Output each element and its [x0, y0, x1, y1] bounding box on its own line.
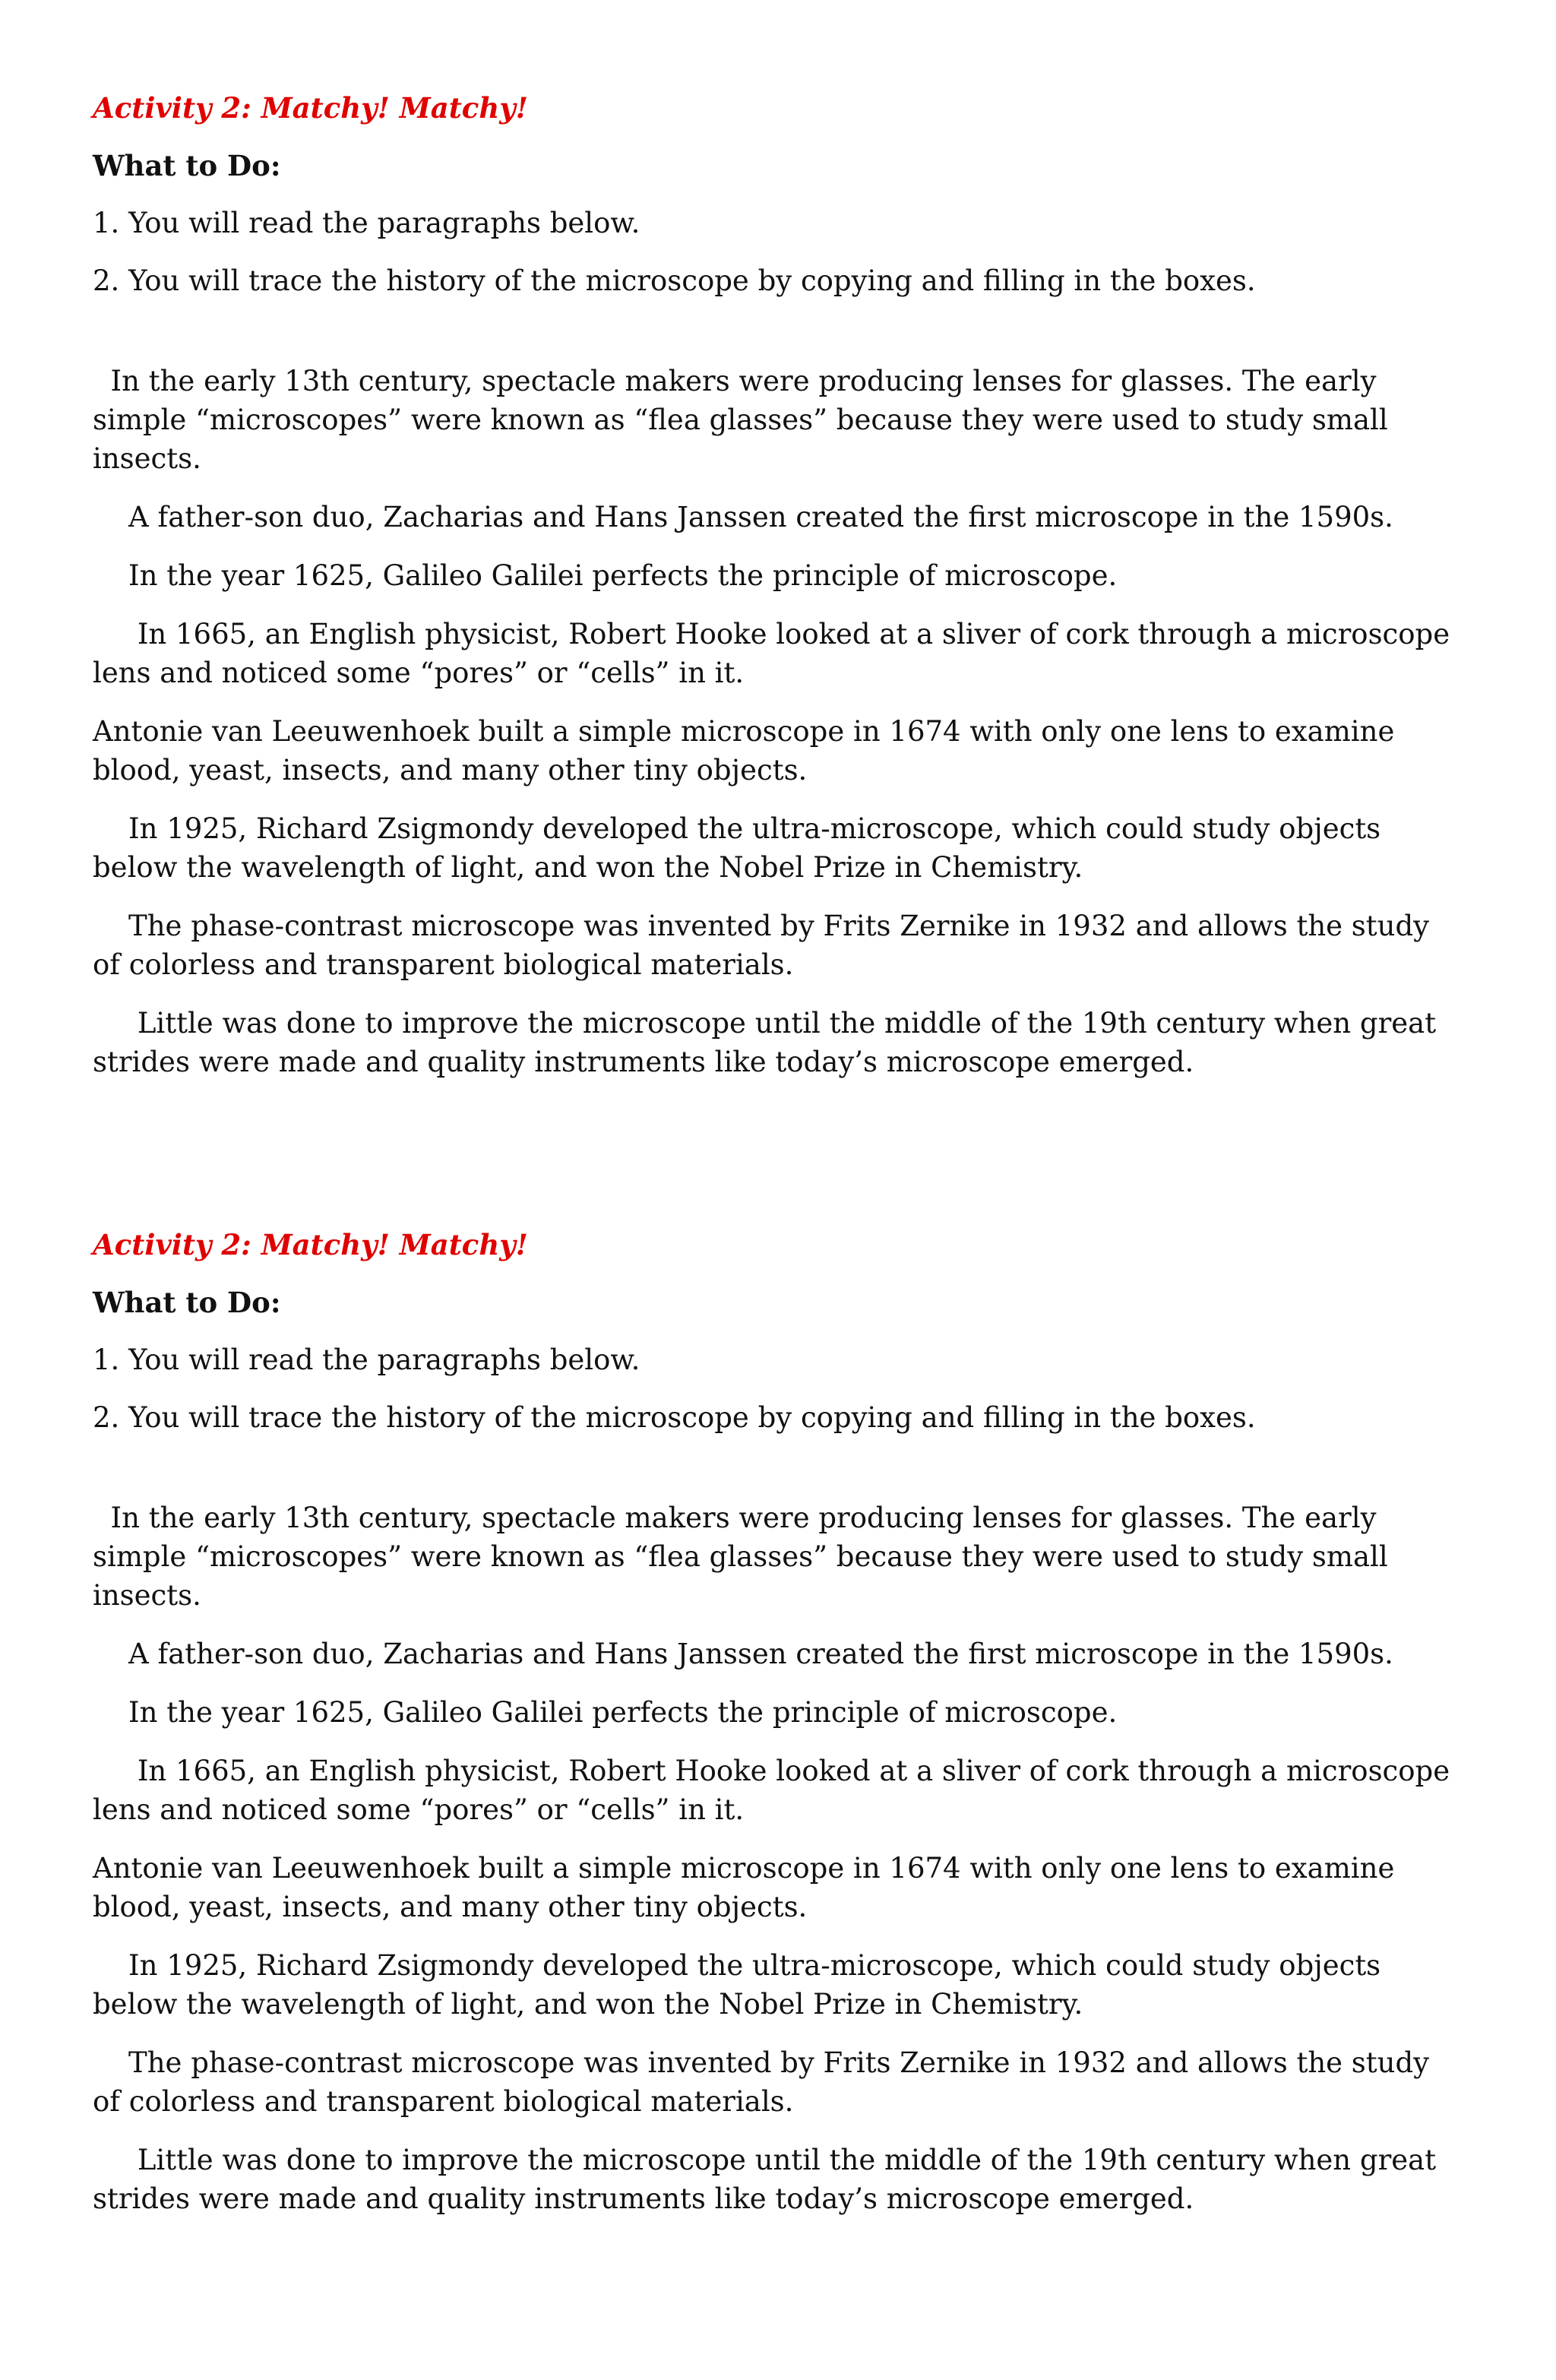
- what-to-do-heading: What to Do:: [93, 1286, 281, 1319]
- history-paragraph: In the year 1625, Galileo Galilei perfects the principle of microscope.: [93, 559, 1118, 592]
- history-paragraph: Antonie van Leeuwenhoek built a simple microscope in 1674 with only one lens to examine blood, yeast, insects, and many other tiny objects.: [93, 715, 1404, 786]
- instruction-item: 2. You will trace the history of the microscope by copying and filling in the boxes.: [93, 1401, 1256, 1434]
- history-paragraph: The phase-contrast microscope was invented by Frits Zernike in 1932 and allows the study of colorless and transparent biological materials.: [93, 2046, 1438, 2118]
- activity-title: Activity 2: Matchy! Matchy!: [93, 91, 528, 125]
- history-paragraph: In 1665, an English physicist, Robert Hooke looked at a sliver of cork through a microscope lens and noticed some “pores” or “cells” in it.: [93, 618, 1459, 689]
- history-paragraphs: [93, 362, 1460, 1081]
- history-paragraph: In the year 1625, Galileo Galilei perfects the principle of microscope.: [93, 1696, 1118, 1729]
- what-to-do-heading: What to Do:: [93, 149, 281, 182]
- history-paragraph: The phase-contrast microscope was invented by Frits Zernike in 1932 and allows the study of colorless and transparent biological materials.: [93, 910, 1438, 981]
- history-paragraph: In the early 13th century, spectacle makers were producing lenses for glasses. The early simple “microscopes” were known as “flea glasses” because they were used to study small insects.: [93, 365, 1397, 475]
- history-paragraph: In the early 13th century, spectacle makers were producing lenses for glasses. The early simple “microscopes” were known as “flea glasses” because they were used to study small insects.: [93, 1502, 1397, 1612]
- history-paragraph: In 1665, an English physicist, Robert Hooke looked at a sliver of cork through a microscope lens and noticed some “pores” or “cells” in it.: [93, 1755, 1459, 1826]
- history-paragraph: Little was done to improve the microscope until the middle of the 19th century when great strides were made and quality instruments like today’s microscope emerged.: [93, 2144, 1445, 2215]
- history-paragraph: In 1925, Richard Zsigmondy developed the ultra-microscope, which could study objects below the wavelength of light, and won the Nobel Prize in Chemistry.: [93, 1949, 1390, 2021]
- history-paragraph: In 1925, Richard Zsigmondy developed the ultra-microscope, which could study objects below the wavelength of light, and won the Nobel Prize in Chemistry.: [93, 812, 1390, 884]
- history-paragraphs: [93, 1499, 1460, 2218]
- history-paragraph: A father-son duo, Zacharias and Hans Janssen created the first microscope in the 1590s.: [93, 501, 1393, 533]
- activity-section: [93, 90, 1460, 1101]
- instruction-item: 1. You will read the paragraphs below.: [93, 207, 640, 239]
- instruction-item: 2. You will trace the history of the microscope by copying and filling in the boxes.: [93, 264, 1256, 297]
- activity-title: Activity 2: Matchy! Matchy!: [93, 1228, 528, 1261]
- history-paragraph: A father-son duo, Zacharias and Hans Janssen created the first microscope in the 1590s.: [93, 1638, 1393, 1670]
- history-paragraph: Little was done to improve the microscope until the middle of the 19th century when great strides were made and quality instruments like today’s microscope emerged.: [93, 1007, 1445, 1078]
- instructions-list: [93, 1342, 1460, 1436]
- history-paragraph: Antonie van Leeuwenhoek built a simple microscope in 1674 with only one lens to examine blood, yeast, insects, and many other tiny objects.: [93, 1852, 1404, 1923]
- instruction-item: 1. You will read the paragraphs below.: [93, 1343, 640, 1376]
- instructions-list: [93, 205, 1460, 299]
- activity-section: [93, 1226, 1460, 2238]
